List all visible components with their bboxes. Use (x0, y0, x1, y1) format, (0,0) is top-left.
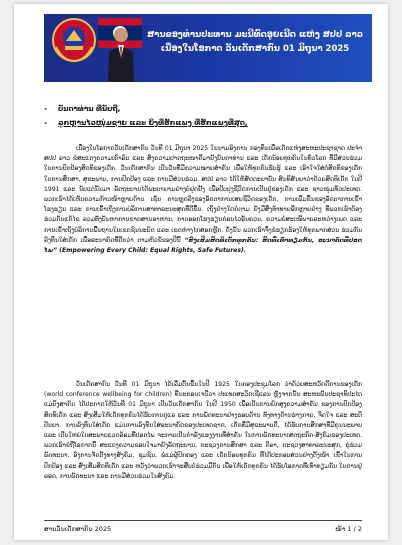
header-banner (44, 14, 372, 82)
salutation-line-1: - ບັນດາທ່ານ ທີ່ນັບຖື, (58, 104, 358, 113)
body-paragraph-2 (44, 380, 362, 482)
page-number: ໜ້າ 1 / 2 (335, 525, 362, 533)
banner-title-line1: ສານຂອງທ່ານປະທານ ມະນີທົດອູຍເນີດ ແຫ່ງ ສປປ ລາວ (147, 30, 363, 40)
salutation-line-2: - ລູກຫຼານໄວໜຸ່ມຊາຍ ແລະ ຍິງທີ່ຮັກແພງ ທີ່ຮັກແພງທີ່ສຸດ, (58, 118, 358, 127)
footer-title: ສານວັນເດັກສາກົນ 2025 (44, 525, 112, 533)
banner-title (140, 28, 370, 56)
footer-divider (44, 520, 362, 521)
paragraph-2-text: ວັນເດັກສາກົນ ວັນທີ 01 ມິຖຸນາ ໄດ້ເລີ່ມຕົ້ນຂຶ້ນໃນປີ 1925 ໃນກອງປະຊຸມໂລກ ວ່າດ້ວຍສະຫວັດດີການຂອງເດັກ (world conference wellbeing for children) ທີ່ນະຄອນເຈນີວາ ປະເທດສະວິດເຊີແລນ ຫຼັງຈາກນັ້ນ ສະຫະພັນປະຊາທິປະໄຕແມ່ຍິງສາກົນ ໄດ້ປະກາດໃຫ້ວັນທີ 01 ມິຖຸນາ ເປັນວັນເດັກສາກົນ ໃນປີ 1950 ເພື່ອເປັນການຍົກສູງຄວາມສຳຄັນ ຂອງການປົກປ້ອງສິດທິເດັກ ແລະ ສົ່ງເສີມໃຫ້ເດັກທຸກຄົນໄດ້ຮັບການດູແລ ແລະ ການພັດທະນາຢ່າງຮອບດ້ານ ທັງທາງດ້ານຮ່າງກາຍ, ຈິດໃຈ ແລະ ສະຕິປັນຍາ. ການລົງທຶນໃສ່ເດັກ ແມ່ນການລົງທຶນໃສ່ອະນາຄົດຂອງປະເທດຊາດ, ເດັກທີ່ມີສຸຂະພາບດີ, ໄດ້ຮັບການສຶກສາທີ່ມີຄຸນນະພາບ ແລະ ເຕີບໃຫຍ່ໃນສະພາບແວດລ້ອມທີ່ປອດໄພ ຈະກາຍເປັນກຳລັງແຮງງານທີ່ສຳຄັນ ໃນການພັດທະນາເສດຖະກິດ-ສັງຄົມຂອງປະເທດ. ພວກເຮົາຂໍຖືໂອກາດນີ້ ສະແດງຄວາມຂອບໃຈມາຍັງລັດຖະບານ, ກະຊວງການສຶກສາ ແລະ ກິລາ, ກະຊວງສາທາລະນະສຸກ, ຄູ່ຮ່ວມພັດທະນາ, ອົງການຈັດຕັ້ງທາງສັງຄົມ, ຊຸມຊົນ, ພໍ່ແມ່ຜູ້ປົກຄອງ ແລະ ເດັກນ້ອຍທຸກຄົນ ທີ່ໄດ້ປະກອບສ່ວນຢ່າງຕັ້ງໜ້າ ເຂົ້າໃນການປົກປ້ອງ ແລະ ສົ່ງເສີມສິດທິເດັກ ແລະ ຫວັງວ່າພວກເຮົາຈະສືບຕໍ່ຮ່ວມມືກັນ ເພື່ອໃຫ້ເດັກທຸກຄົນ ໄດ້ຮັບໂອກາດທີ່ເທົ່າທຽມກັນ ໃນການຢູ່ລອດ, ການພັດທະນາ ແລະ ການມີສ່ວນຮ່ວມໃນສັງຄົມ. (44, 381, 362, 480)
theme-statement: “ສົ່ງເສີມສິດທິເດັກທຸກຄົນ: ສິດທີ່ເທົ່າທຽມກັນ, ອະນາຄົດທີ່ປອດໄພ” (Empowering Every Child: Equal Rights, Safe Futures). (44, 236, 363, 255)
document-page (14, 4, 388, 540)
speaker-photo (106, 26, 136, 82)
lao-emblem-icon (51, 17, 97, 63)
paragraph-1-text: ເນື່ອງໃນໂອກາດວັນເດັກສາກົນ ວັນທີ 01 ມິຖຸນາ 2025 ໃນນາມອົງການ ກອງທຶນເພື່ອເດັກແຫ່ງສະຫະປະຊາຊາດ ປະຈຳ ສປປ ລາວ ຂໍສະແດງຄວາມເຄົາລົບ ແລະ ສົ່ງຄວາມປາດຖະໜາດີມາຍັງບັນດາທ່ານ ແລະ ເດັກນ້ອຍທຸກຄົນໃນທົ່ວໂລກ ທີ່ມີສ່ວນຮ່ວມໃນການປົກປ້ອງສິດທິຂອງເດັກ. ວັນເດັກສາກົນ ເປັນວັນທີ່ມີຄວາມໝາຍສຳຄັນ ເພື່ອໃຫ້ທຸກຄົນຮັບຮູ້ ແລະ ເອົາໃຈໃສ່ຕໍ່ສິດທິຂອງເດັກ ໃນການສຶກສາ, ສຸຂະພາບ, ການປົກປ້ອງ ແລະ ການມີສ່ວນຮ່ວມ. ສປປ ລາວ ໄດ້ໃຫ້ສັດຕະຍາບັນ ສົນທິສັນຍາວ່າດ້ວຍສິດທິເດັກ ໃນປີ 1991 ແລະ ນັບແຕ່ນັ້ນມາ ລັດຖະບານໄດ້ພະຍາຍາມຢ່າງບໍ່ຢຸດຢັ້ງ ເພື່ອປັບປຸງຊີວິດການເປັນຢູ່ຂອງເດັກ ແລະ ຊາວໜຸ່ມທົ່ວປະເທດ. ພວກເຮົາໄດ້ເຫັນຄວາມກ້າວໜ້າຫຼາຍດ້ານ ເຊັ່ນ ການຫຼຸດລົງຂອງອັດຕາການເສຍຊີວິດຂອງເດັກ, ການເພີ່ມຂຶ້ນຂອງອັດຕາການເຂົ້າໂຮງຮຽນ ແລະ ການເຂົ້າເຖິງການບໍລິການສາທາລະນະສຸກທີ່ດີຂຶ້ນ. ເຖິງຢ່າງໃດກໍຕາມ ຍັງມີສິ່ງທ້າທາຍອີກຫຼາຍຢ່າງ ທີ່ພວກເຮົາຕ້ອງຮ່ວມກັນແກ້ໄຂ ລວມທັງບັນຫາການຂາດສານອາຫານ, ການອອກໂຮງຮຽນກ່ອນໄວອັນຄວນ, ຄວາມບໍ່ສະເໝີພາບລະຫວ່າງເພດ ແລະ ການເຂົ້າເຖິງບໍລິການພື້ນຖານໃນເຂດຊົນນະບົດ ແລະ ເຂດຫ່າງໄກສອກຫຼີກ. ດັ່ງນັ້ນ ພວກເຮົາຈຶ່ງຂໍຮຽກຮ້ອງໃຫ້ທຸກພາກສ່ວນ ຮ່ວມກັນລົງທຶນໃສ່ເດັກ ເພື່ອອະນາຄົດທີ່ດີກວ່າ ຕາມຫົວຂໍ້ຂອງປີນີ້ (44, 145, 362, 244)
banner-title-line2: ເນື່ອງໃນໂອກາດ ວັນເດັກສາກົນ 01 ມິຖຸນາ 2025 (160, 44, 350, 54)
body-paragraph-1 (44, 144, 362, 256)
